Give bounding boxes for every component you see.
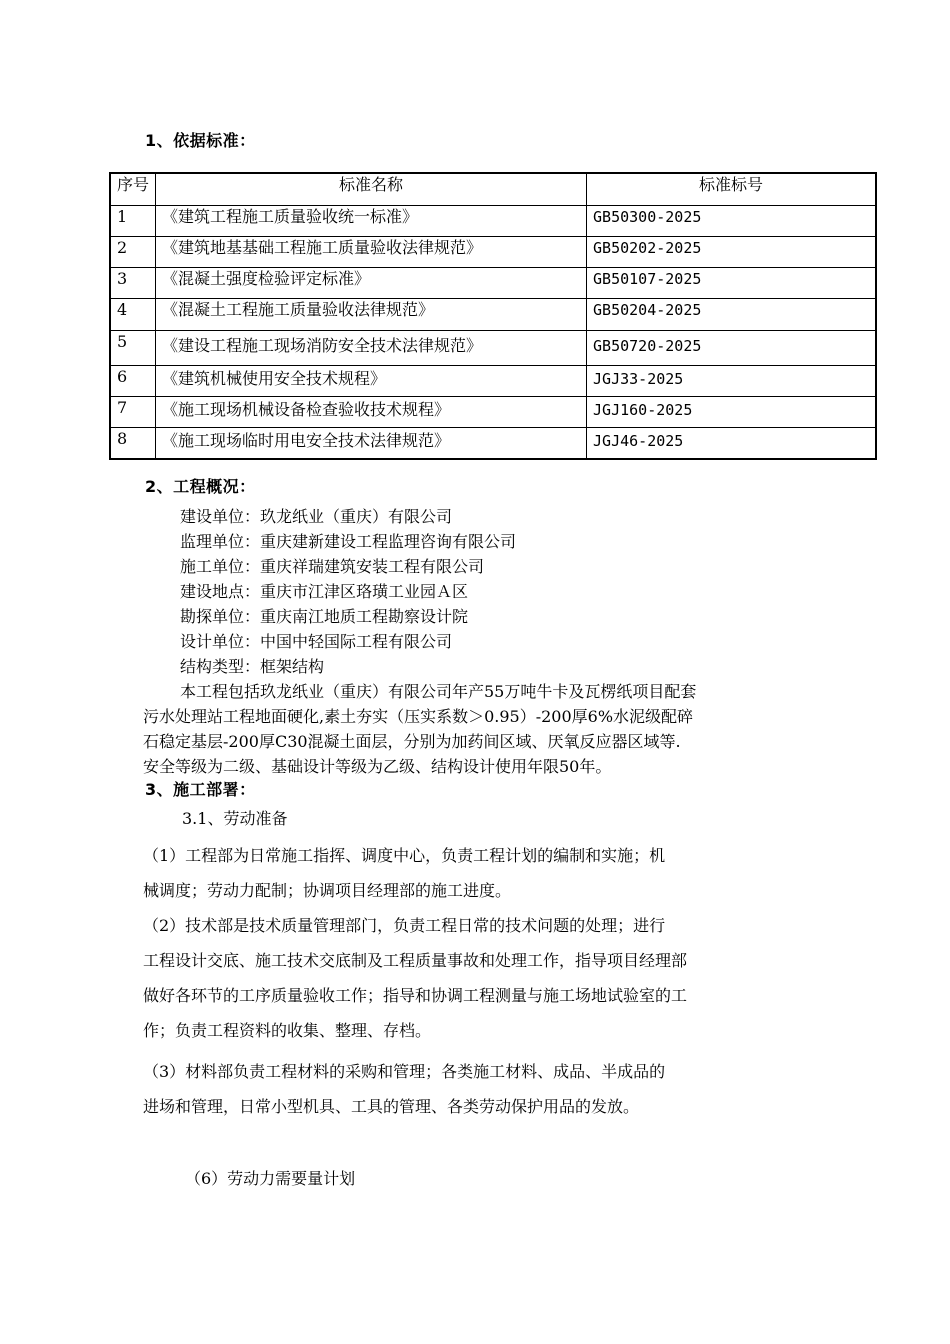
section2-heading: 2、工程概况： [145,477,256,496]
row-code: GB50204-2025 [587,299,876,331]
paragraph-6-heading: （6）劳动力需要量计划 [185,1169,356,1188]
row-name: 《建筑机械使用安全技术规程》 [156,366,587,397]
section1-heading: 1、依据标准： [145,131,256,150]
row-name: 《建筑地基基础工程施工质量验收法律规范》 [156,237,587,268]
row-code: GB50720-2025 [587,331,876,366]
table-row [110,428,876,459]
row-no: 1 [110,206,156,237]
section3-heading: 3、施工部署： [145,780,256,799]
col-header-name: 标准名称 [156,173,587,206]
row-no: 4 [110,299,156,331]
row-no: 7 [110,397,156,428]
info-supervisor: 监理单位：重庆建新建设工程监理咨询有限公司 [180,532,517,551]
table-row [110,206,876,237]
project-info-list [180,504,516,679]
row-name: 《施工现场机械设备检查验收技术规程》 [156,397,587,428]
row-code: JGJ46-2025 [587,428,876,459]
info-designer: 设计单位：中国中轻国际工程有限公司 [180,632,453,651]
paragraph-2: （2）技术部是技术质量管理部门，负责工程日常的技术问题的处理；进行 工程设计交底、施工技术交底制及工程质量事故和处理工作，指导项目经理部 做好各环节的工序质量验收工作；指导和协调工程测量与施工场地试验室的工 作；负责工程资料的收集、整理、存档。 [143,916,688,1040]
table-row [110,299,876,331]
info-contractor: 施工单位：重庆祥瑞建筑安装工程有限公司 [180,557,485,576]
table-row [110,331,876,366]
subsection-heading: 3.1、劳动准备 [182,809,288,828]
info-location: 建设地点：重庆市江津区珞璜工业园Ａ区 [180,582,469,601]
row-code: JGJ160-2025 [587,397,876,428]
col-header-code: 标准标号 [587,173,876,206]
row-code: GB50107-2025 [587,268,876,299]
paragraph-3: （3）材料部负责工程材料的采购和管理；各类施工材料、成品、半成品的 进场和管理，日常小型机具、工具的管理、各类劳动保护用品的发放。 [143,1062,666,1116]
row-no: 8 [110,428,156,459]
description-line: 石稳定基层-200厚C30混凝土面层，分别为加药间区域、厌氧反应器区域等. [143,732,681,751]
row-no: 6 [110,366,156,397]
row-no: 2 [110,237,156,268]
table-row [110,268,876,299]
row-name: 《混凝土强度检验评定标准》 [156,268,587,299]
row-code: GB50202-2025 [587,237,876,268]
description-line: 本工程包括玖龙纸业（重庆）有限公司年产55万吨牛卡及瓦楞纸项目配套 [180,682,697,701]
row-name: 《建筑工程施工质量验收统一标准》 [156,206,587,237]
description-line: 污水处理站工程地面硬化,素土夯实（压实系数＞0.95）-200厚6%水泥级配碎 [143,707,694,726]
table-header-row [110,173,876,206]
info-structure: 结构类型：框架结构 [180,657,325,676]
table-row [110,366,876,397]
row-code: JGJ33-2025 [587,366,876,397]
row-no: 5 [110,331,156,366]
description-line: 安全等级为二级、基础设计等级为乙级、结构设计使用年限50年。 [143,757,612,776]
row-code: GB50300-2025 [587,206,876,237]
standards-table [109,172,877,460]
table-row [110,237,876,268]
project-description [143,679,808,779]
row-name: 《混凝土工程施工质量验收法律规范》 [156,299,587,331]
paragraph-1: （1）工程部为日常施工指挥、调度中心，负责工程计划的编制和实施；机 械调度；劳动力配制；协调项目经理部的施工进度。 [143,846,666,900]
info-owner: 建设单位：玖龙纸业（重庆）有限公司 [180,507,453,526]
row-name: 《建设工程施工现场消防安全技术法律规范》 [156,331,587,366]
info-survey: 勘探单位：重庆南江地质工程勘察设计院 [180,607,469,626]
table-row [110,397,876,428]
row-name: 《施工现场临时用电安全技术法律规范》 [156,428,587,459]
col-header-no: 序号 [110,173,156,206]
row-no: 3 [110,268,156,299]
